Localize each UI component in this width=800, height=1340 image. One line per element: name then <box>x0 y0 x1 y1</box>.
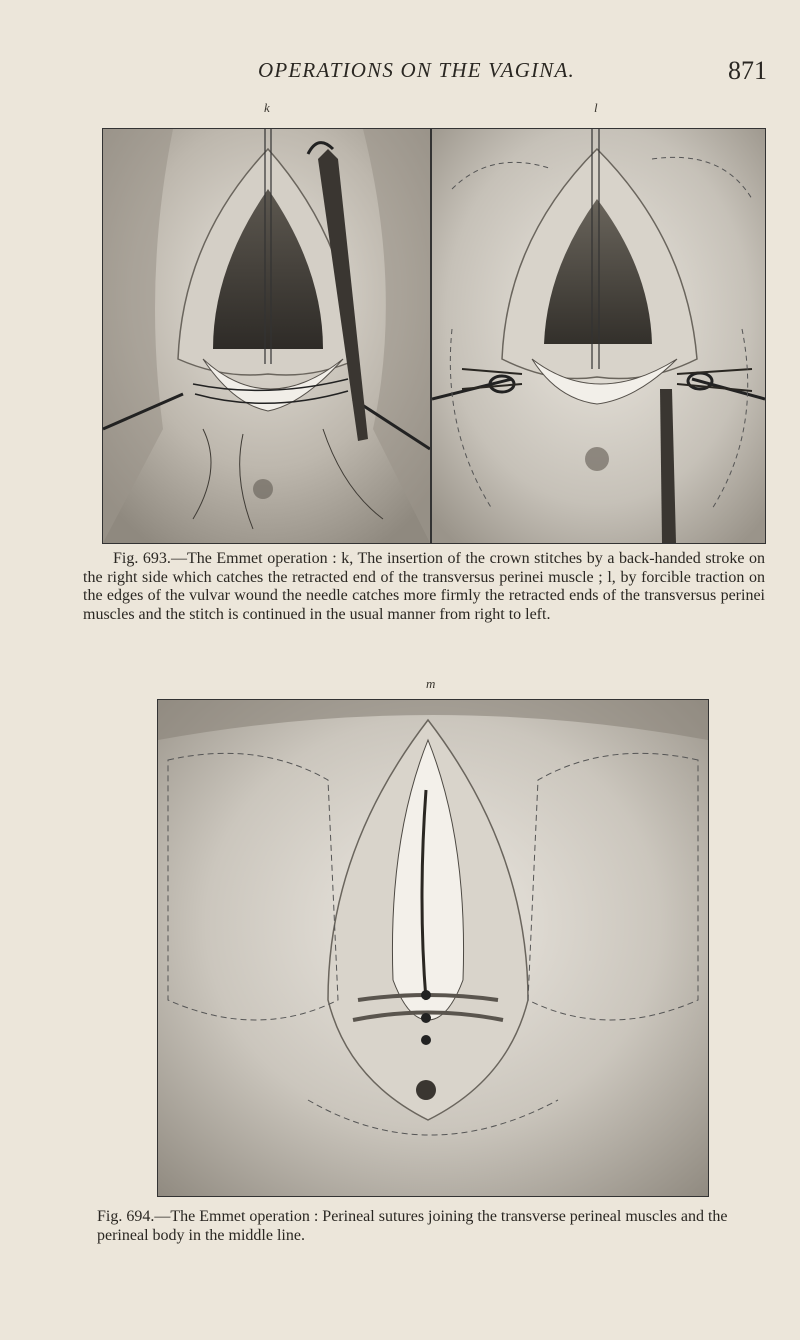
caption-fig-693 <box>83 550 765 624</box>
figure-693-l-illustration <box>431 128 766 544</box>
figure-letter-l: l <box>594 100 598 115</box>
caption-693-text: —The Emmet operation : k, The insertion of the crown stitches by a back-handed stroke on the right side which catches the retracted end of the transversus perinei muscle ; l, by forcible traction on the edges of the vulvar wound the needle catches more firmly the retracted ends of the transversus perinei muscles and the stitch is continued in the usual manner from right to left. <box>83 550 766 623</box>
caption-694-text: —The Emmet operation : Perineal sutures joining the transverse perineal muscles and the perineal body in the middle line. <box>97 1208 728 1244</box>
running-title: OPERATIONS ON THE VAGINA. <box>258 58 575 82</box>
running-head <box>0 58 800 92</box>
figure-letter-m: m <box>426 676 436 691</box>
caption-fig-694 <box>97 1208 765 1245</box>
figure-693-k-illustration <box>102 128 431 544</box>
page-number: 871 <box>728 56 767 85</box>
caption-694-number: Fig. 694. <box>97 1208 155 1225</box>
caption-693-number: Fig. 693. <box>113 550 171 567</box>
surgical-illustration-m <box>158 700 708 1196</box>
figure-letter-k: k <box>264 100 270 115</box>
figure-694-m-illustration <box>157 699 709 1197</box>
surgical-illustration-k <box>103 129 430 543</box>
surgical-illustration-l <box>432 129 765 543</box>
